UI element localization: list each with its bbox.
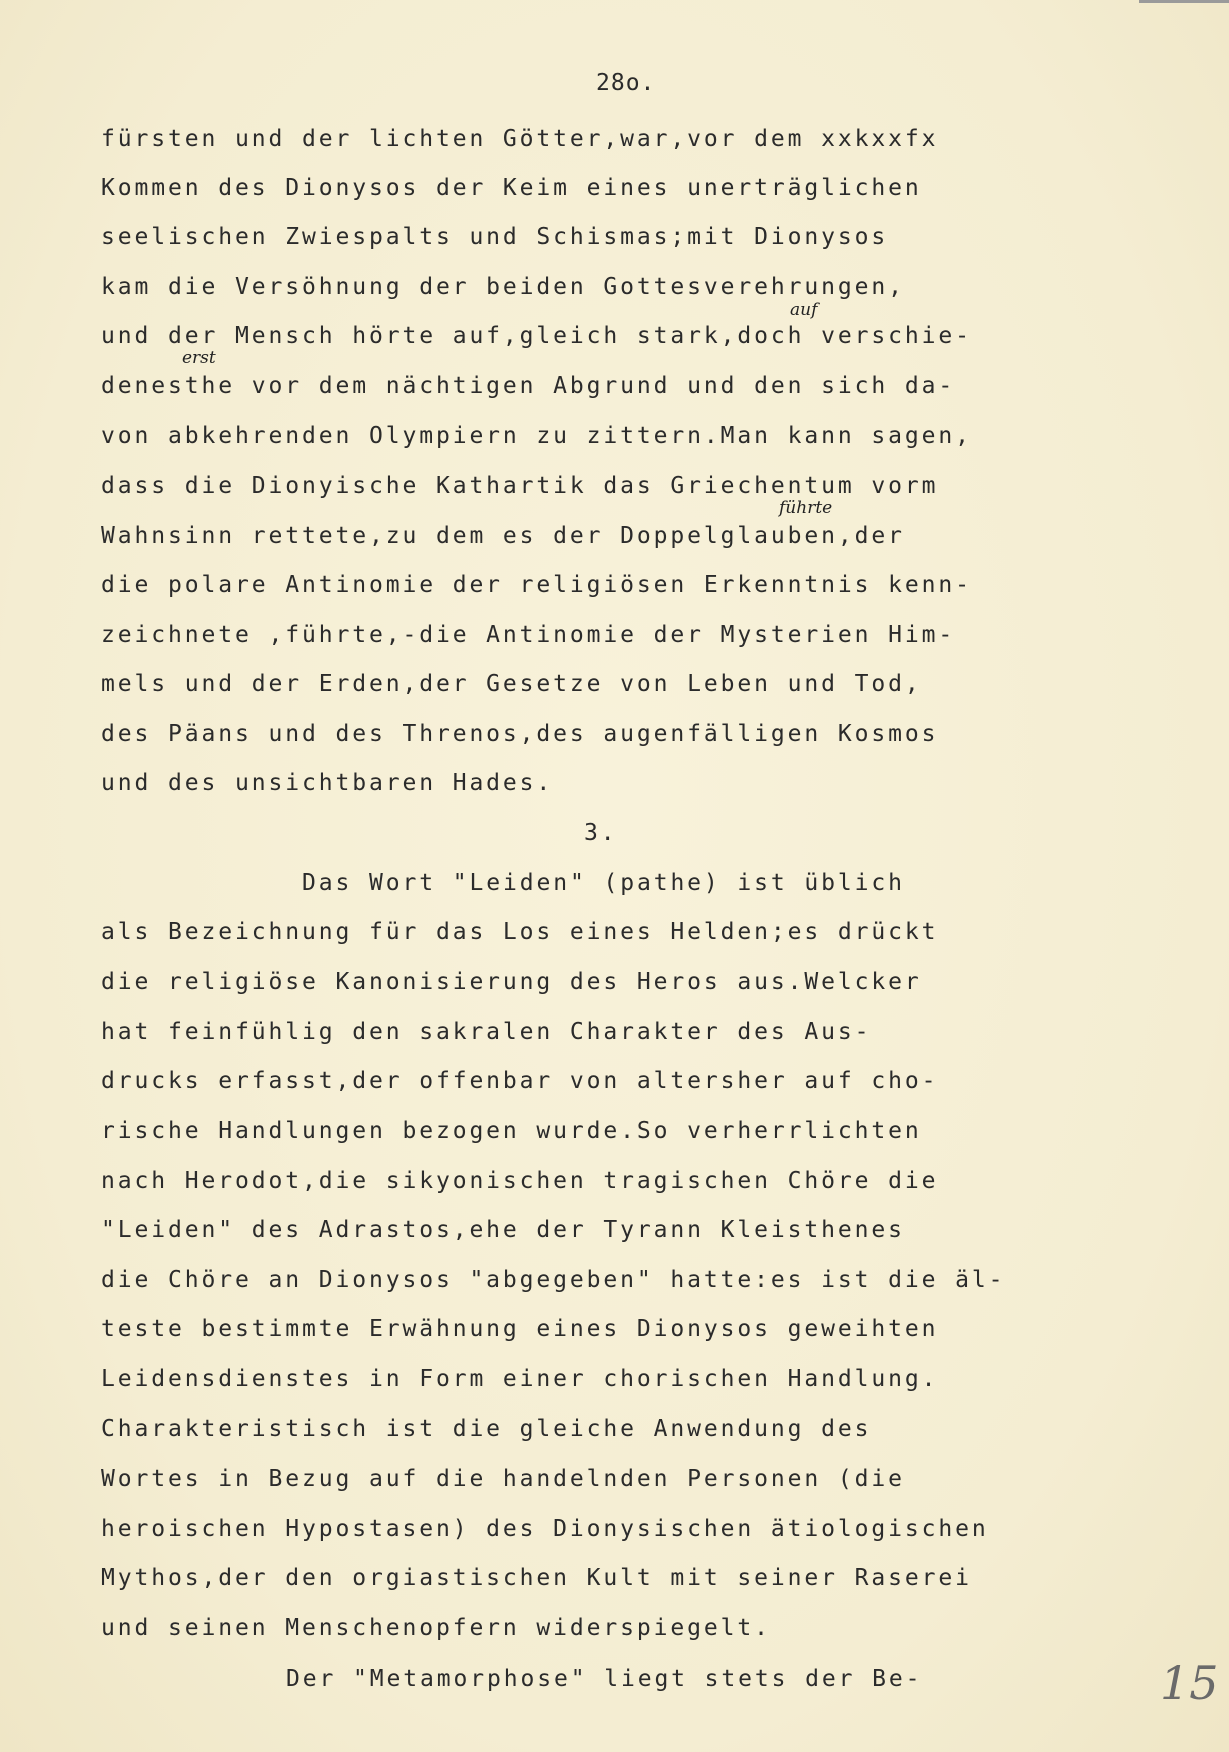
text-line: heroischen Hypostasen) des Dionysischen ätiologischen: [101, 1516, 989, 1542]
text-line: mels und der Erden,der Gesetze von Leben und Tod,: [101, 671, 922, 697]
handwritten-insertion: erst: [182, 348, 216, 368]
text-line: Mythos,der den orgiastischen Kult mit seiner Raserei: [101, 1565, 972, 1591]
text-line: "Leiden" des Adrastos,ehe der Tyrann Kleisthenes: [101, 1217, 905, 1243]
top-edge-rule: [1139, 0, 1229, 3]
text-line: fürsten und der lichten Götter,war,vor dem xxkxxfx: [101, 126, 939, 152]
text-line: Charakteristisch ist die gleiche Anwendung des: [101, 1416, 872, 1442]
page-number: 28o.: [596, 70, 656, 96]
text-line: zeichnete ,führte,-die Antinomie der Mysterien Him-: [101, 622, 956, 648]
text-line: Wortes in Bezug auf die handelnden Personen (die: [101, 1466, 905, 1492]
text-line: Leidensdienstes in Form einer chorischen Handlung.: [101, 1366, 939, 1392]
text-line: seelischen Zwiespalts und Schismas;mit Dionysos: [101, 224, 889, 250]
handwritten-insertion: führte: [779, 498, 833, 518]
text-line: Kommen des Dionysos der Keim eines unerträglichen: [101, 175, 922, 201]
section-number: 3.: [584, 820, 618, 846]
text-line: rische Handlungen bezogen wurde.So verherrlichten: [101, 1118, 922, 1144]
text-line: und der Mensch hörte auf,gleich stark,doch verschie-: [101, 323, 972, 349]
text-line: teste bestimmte Erwähnung eines Dionysos geweihten: [101, 1316, 939, 1342]
text-line: und des unsichtbaren Hades.: [101, 770, 554, 796]
text-line: Das Wort "Leiden" (pathe) ist üblich: [302, 870, 905, 896]
text-line: nach Herodot,die sikyonischen tragischen Chöre die: [101, 1168, 939, 1194]
text-line: und seinen Menschenopfern widerspiegelt.: [101, 1615, 771, 1641]
handwritten-insertion: auf: [790, 300, 818, 320]
text-line: denesthe vor dem nächtigen Abgrund und den sich da-: [101, 373, 956, 399]
text-line: kam die Versöhnung der beiden Gottesverehrungen,: [101, 274, 905, 300]
text-line: die polare Antinomie der religiösen Erkenntnis kenn-: [101, 572, 972, 598]
text-line: des Päans und des Threnos,des augenfälligen Kosmos: [101, 721, 939, 747]
text-line: Wahnsinn rettete,zu dem es der Doppelglauben,der: [101, 523, 905, 549]
text-line: als Bezeichnung für das Los eines Helden;es drückt: [101, 919, 939, 945]
text-line: Der "Metamorphose" liegt stets der Be-: [286, 1666, 923, 1692]
text-line: die Chöre an Dionysos "abgegeben" hatte:es ist die äl-: [101, 1267, 1006, 1293]
text-line: drucks erfasst,der offenbar von altersher auf cho-: [101, 1068, 939, 1094]
text-line: dass die Dionyische Kathartik das Griechentum vorm: [101, 473, 939, 499]
folio-number: 15: [1160, 1656, 1219, 1710]
text-line: die religiöse Kanonisierung des Heros aus.Welcker: [101, 969, 922, 995]
text-line: von abkehrenden Olympiern zu zittern.Man kann sagen,: [101, 423, 972, 449]
text-line: hat feinfühlig den sakralen Charakter des Aus-: [101, 1019, 872, 1045]
